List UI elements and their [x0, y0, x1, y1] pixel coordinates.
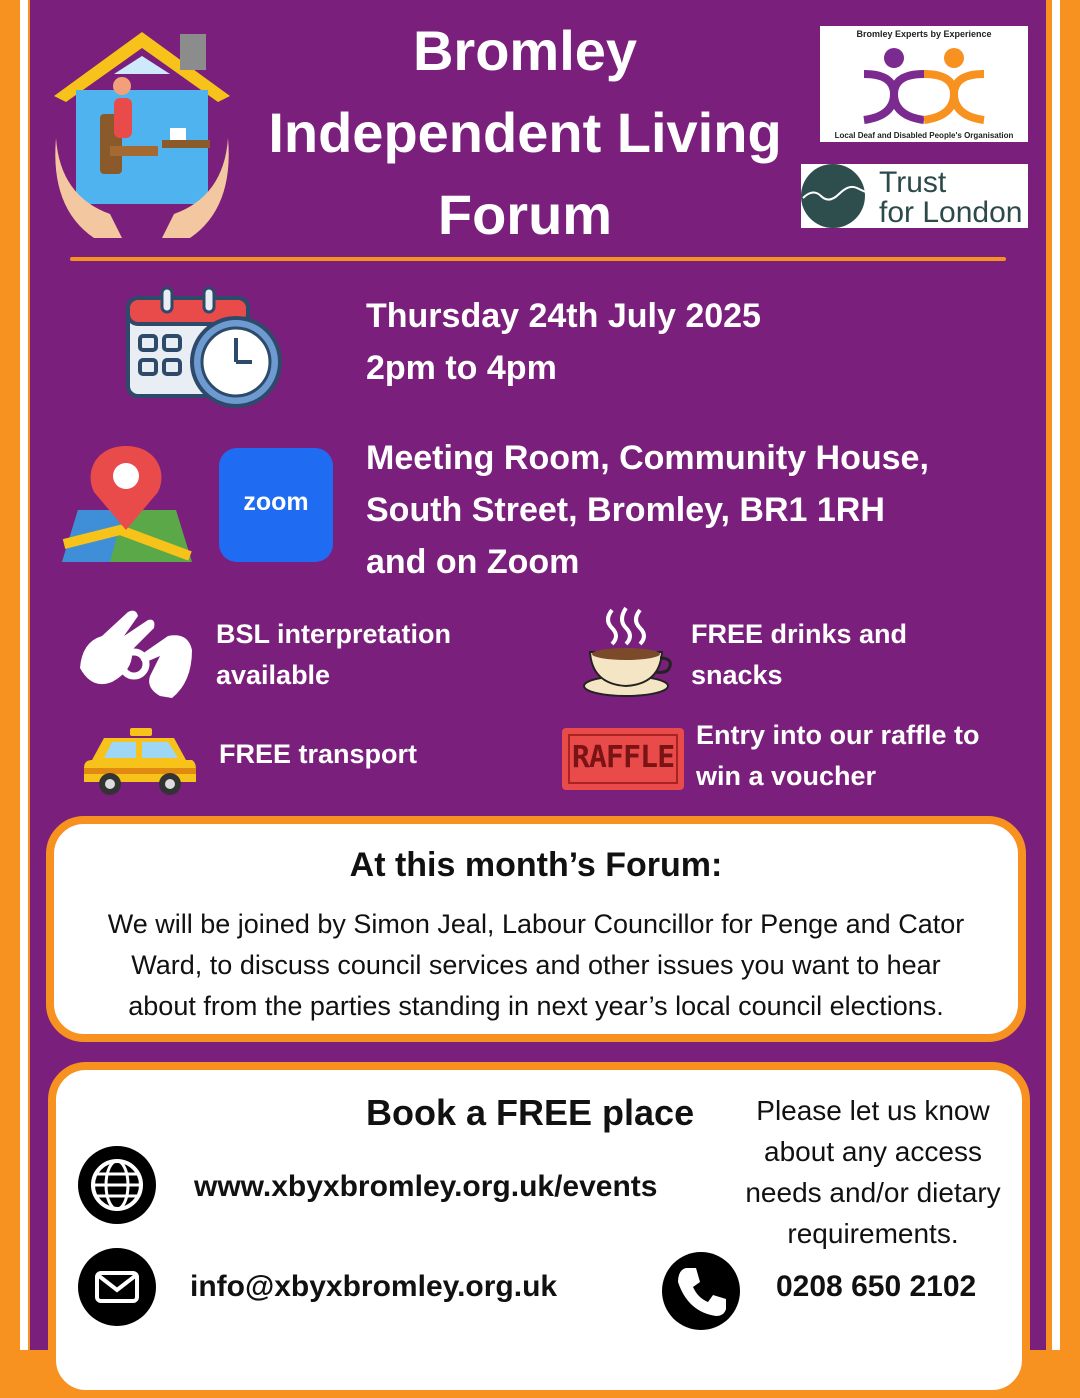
- feature-drinks-line-1: FREE drinks and: [691, 619, 908, 649]
- access-note-line-2: about any access: [764, 1136, 982, 1167]
- event-date: Thursday 24th July 2025: [366, 297, 761, 335]
- feature-raffle-line-2: win a voucher: [696, 761, 877, 791]
- raffle-ticket-icon: [562, 728, 684, 790]
- access-note-line-1: Please let us know: [756, 1095, 990, 1126]
- forum-body-line-1: We will be joined by Simon Jeal, Labour Councillor for Penge and Cator: [107, 909, 965, 939]
- forum-body: [64, 904, 1008, 1027]
- calendar-clock-icon: [126, 286, 284, 408]
- right-border-stripe: [1052, 0, 1060, 1350]
- feature-raffle-line-1: Entry into our raffle to: [696, 720, 980, 750]
- access-note-line-4: requirements.: [787, 1218, 959, 1249]
- location-line-1: Meeting Room, Community House,: [366, 439, 929, 477]
- email-link[interactable]: info@xbyxbromley.org.uk: [190, 1270, 558, 1303]
- booking-heading: Book a FREE place: [366, 1092, 695, 1133]
- website-link[interactable]: www.xbyxbromley.org.uk/events: [194, 1170, 658, 1203]
- trust-wave-icon: [801, 164, 873, 228]
- xbyx-logo-caption-top: Bromley Experts by Experience: [856, 29, 992, 39]
- forum-title: [240, 10, 810, 256]
- trust-logo-line-2: for London: [879, 196, 1023, 229]
- forum-heading: At this month’s Forum:: [349, 846, 723, 884]
- raffle-ticket-text: RAFFLE: [571, 740, 675, 775]
- header-divider: [70, 257, 1006, 261]
- title-line-2: Independent Living: [268, 101, 782, 164]
- phone-icon: [662, 1252, 740, 1330]
- coffee-cup-icon: [582, 606, 672, 698]
- left-border-stripe: [20, 0, 28, 1350]
- zoom-logo: [219, 448, 333, 562]
- feature-bsl-line-2: available: [216, 660, 331, 690]
- feature-bsl-text: [216, 614, 451, 696]
- access-needs-note: [738, 1090, 1008, 1254]
- forum-body-line-2: Ward, to discuss council services and other issues you want to hear: [131, 950, 941, 980]
- forum-info-box: [46, 816, 1026, 1042]
- location-line-3: and on Zoom: [366, 543, 580, 581]
- taxi-icon: [84, 726, 196, 796]
- trust-for-london-logo: [801, 164, 1028, 228]
- location-line-2: South Street, Bromley, BR1 1RH: [366, 491, 885, 529]
- access-note-line-3: needs and/or dietary: [745, 1177, 1001, 1208]
- title-line-3: Forum: [437, 183, 613, 246]
- globe-icon: [78, 1146, 156, 1224]
- phone-number[interactable]: 0208 650 2102: [776, 1270, 977, 1303]
- event-time: 2pm to 4pm: [366, 349, 557, 387]
- feature-drinks-text: [691, 614, 907, 696]
- feature-raffle-text: [696, 715, 980, 797]
- feature-transport-text: FREE transport: [219, 739, 418, 769]
- xbyx-logo-caption-bottom: Local Deaf and Disabled People's Organisation: [834, 131, 1014, 140]
- xbyx-figures-icon: [860, 44, 988, 126]
- title-line-1: Bromley: [412, 19, 638, 82]
- house-in-hands-icon: [50, 28, 235, 240]
- sign-language-icon: [76, 606, 196, 702]
- feature-drinks-line-2: snacks: [691, 660, 783, 690]
- xbyx-logo: [820, 26, 1028, 142]
- forum-body-line-3: about from the parties standing in next year’s local council elections.: [128, 991, 944, 1021]
- booking-box: [48, 1062, 1030, 1398]
- feature-bsl-line-1: BSL interpretation: [216, 619, 452, 649]
- trust-logo-line-1: Trust: [879, 166, 947, 199]
- map-pin-icon: [60, 444, 194, 564]
- zoom-logo-text: zoom: [243, 488, 309, 516]
- email-icon: [78, 1248, 156, 1326]
